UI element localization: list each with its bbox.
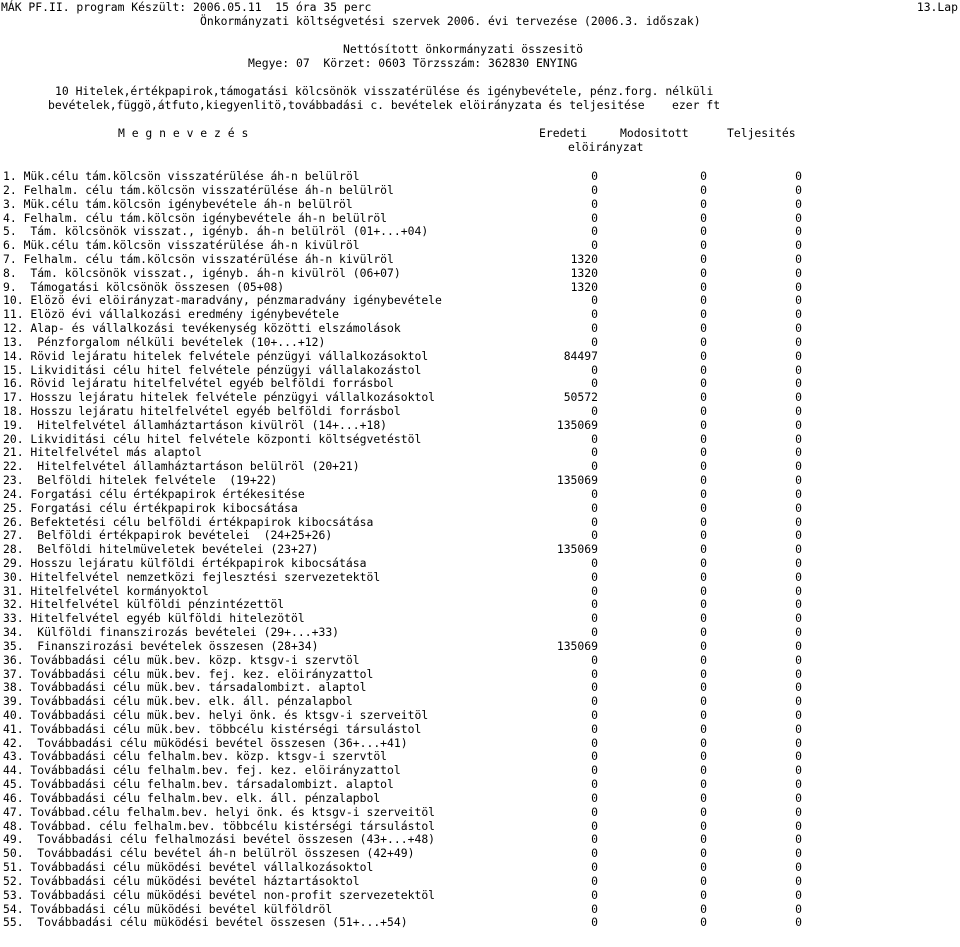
modified-value: 0 — [700, 169, 707, 183]
table-row — [0, 792, 960, 805]
row-label: 2. Felhalm. célu tám.kölcsön visszatérülése áh-n belülröl — [3, 182, 394, 197]
table-row — [0, 737, 960, 750]
row-label: 22. Hitelfelvétel államháztartáson belülröl (20+21) — [3, 459, 360, 474]
table-title-1: 10 Hitelek,értékpapirok,támogatási kölcsönök visszatérülése és igénybevétele, pénz.forg. nélküli — [55, 84, 714, 98]
table-row — [0, 681, 960, 694]
fulfilled-value: 0 — [795, 196, 802, 211]
fulfilled-value: 0 — [795, 265, 802, 280]
table-row — [0, 571, 960, 584]
fulfilled-value: 0 — [795, 238, 802, 253]
modified-value: 0 — [700, 652, 707, 667]
row-label: 17. Hosszu lejáratu hitelek felvétele pénzügyi vállalkozásoktol — [3, 390, 436, 405]
original-value: 0 — [591, 307, 598, 322]
original-value: 0 — [591, 887, 598, 902]
column-original: Eredeti — [539, 126, 588, 140]
fulfilled-value: 0 — [795, 169, 802, 183]
row-label: 33. Hitelfelvétel egyéb külföldi hitelezötöl — [3, 611, 305, 626]
modified-value: 0 — [700, 196, 707, 211]
table-row — [0, 460, 960, 473]
modified-value: 0 — [700, 556, 707, 570]
row-label: 28. Belföldi hitelmüveletek bevételei (23+27) — [3, 542, 319, 557]
original-value: 135069 — [556, 638, 598, 653]
fulfilled-value: 0 — [795, 763, 802, 778]
fulfilled-value: 0 — [795, 279, 802, 294]
fulfilled-value: 0 — [795, 224, 802, 239]
row-label: 36. Továbbadási célu mük.bev. közp. ktsgv-i szervtöl — [3, 652, 360, 667]
table-row — [0, 529, 960, 542]
table-row — [0, 723, 960, 736]
row-label: 38. Továbbadási célu mük.bev. társadalombizt. alaptol — [3, 680, 367, 695]
original-value: 135069 — [556, 473, 598, 487]
original-value: 0 — [591, 873, 598, 888]
row-label: 29. Hosszu lejáratu külföldi értékpapirok kibocsátása — [3, 556, 367, 570]
original-value: 0 — [591, 514, 598, 529]
fulfilled-value: 0 — [795, 832, 802, 847]
fulfilled-value: 0 — [795, 721, 802, 736]
table-row — [0, 847, 960, 860]
original-value: 0 — [591, 763, 598, 778]
fulfilled-value: 0 — [795, 901, 802, 916]
original-value: 0 — [591, 818, 598, 833]
row-label: 12. Alap- és vállalkozási tevékenység közötti elszámolások — [3, 321, 401, 335]
table-row — [0, 502, 960, 515]
row-label: 32. Hitelfelvétel külföldi pénzintézettöl — [3, 597, 285, 612]
table-row — [0, 626, 960, 639]
original-value: 0 — [591, 915, 598, 930]
table-row — [0, 875, 960, 888]
original-value: 0 — [591, 182, 598, 197]
table-row — [0, 820, 960, 833]
modified-value: 0 — [700, 915, 707, 930]
fulfilled-value: 0 — [795, 777, 802, 792]
modified-value: 0 — [700, 887, 707, 902]
modified-value: 0 — [700, 265, 707, 280]
fulfilled-value: 0 — [795, 376, 802, 391]
fulfilled-value: 0 — [795, 390, 802, 405]
fulfilled-value: 0 — [795, 556, 802, 570]
row-label: 55. Továbbadási célu müködési bevétel összesen (51+...+54) — [3, 915, 408, 930]
original-value: 0 — [591, 694, 598, 709]
row-label: 35. Finanszirozási bevételek összesen (28+34) — [3, 638, 319, 653]
table-row — [0, 364, 960, 377]
fulfilled-value: 0 — [795, 694, 802, 709]
table-row — [0, 916, 960, 929]
modified-value: 0 — [700, 832, 707, 847]
row-label: 51. Továbbadási célu müködési bevétel vállalkozásoktol — [3, 860, 374, 874]
table-title-2: bevételek,függö,átfuto,kiegyenlitö,továbbadási c. bevételek elöirányzata és teljesitése ezer ft — [48, 98, 721, 112]
row-label: 49. Továbbadási célu felhalmozási bevétel összesen (43+...+48) — [3, 832, 436, 847]
modified-value: 0 — [700, 321, 707, 335]
table-row — [0, 903, 960, 916]
modified-value: 0 — [700, 390, 707, 405]
modified-value: 0 — [700, 500, 707, 515]
fulfilled-value: 0 — [795, 307, 802, 322]
modified-value: 0 — [700, 542, 707, 557]
table-row — [0, 336, 960, 349]
modified-value: 0 — [700, 901, 707, 916]
fulfilled-value: 0 — [795, 348, 802, 363]
table-row — [0, 612, 960, 625]
modified-value: 0 — [700, 473, 707, 487]
original-value: 0 — [591, 334, 598, 349]
original-value: 0 — [591, 860, 598, 874]
row-label: 25. Forgatási célu értékpapirok kibocsátása — [3, 500, 298, 515]
fulfilled-value: 0 — [795, 638, 802, 653]
modified-value: 0 — [700, 334, 707, 349]
original-value: 0 — [591, 431, 598, 446]
modified-value: 0 — [700, 818, 707, 833]
table-row — [0, 322, 960, 335]
table-row — [0, 764, 960, 777]
row-label: 34. Külföldi finanszirozás bevételei (29+...+33) — [3, 625, 340, 640]
row-label: 4. Felhalm. célu tám.kölcsön igénybevétele áh-n belülröl — [3, 210, 388, 225]
row-label: 6. Mük.célu tám.kölcsön visszatérülése áh-n kivülröl — [3, 238, 360, 253]
fulfilled-value: 0 — [795, 486, 802, 501]
table-row — [0, 184, 960, 197]
row-label: 50. Továbbadási célu bevétel áh-n belülröl összesen (42+49) — [3, 846, 415, 861]
column-modified: Modositott — [620, 126, 689, 140]
modified-value: 0 — [700, 251, 707, 266]
row-label: 48. Továbbad. célu felhalm.bev. többcélu kistérségi társulástol — [3, 818, 436, 833]
fulfilled-value: 0 — [795, 459, 802, 474]
original-value: 1320 — [570, 265, 598, 280]
table-row — [0, 391, 960, 404]
modified-value: 0 — [700, 860, 707, 874]
table-row — [0, 778, 960, 791]
fulfilled-value: 0 — [795, 749, 802, 764]
modified-value: 0 — [700, 293, 707, 308]
original-value: 0 — [591, 777, 598, 792]
table-row — [0, 833, 960, 846]
modified-value: 0 — [700, 376, 707, 391]
original-value: 135069 — [556, 417, 598, 432]
fulfilled-value: 0 — [795, 804, 802, 819]
modified-value: 0 — [700, 777, 707, 792]
modified-value: 0 — [700, 611, 707, 626]
fulfilled-value: 0 — [795, 915, 802, 930]
row-label: 44. Továbbadási célu felhalm.bev. fej. kez. elöirányzattol — [3, 763, 401, 778]
original-value: 1320 — [570, 251, 598, 266]
original-value: 0 — [591, 846, 598, 861]
row-label: 47. Továbbad.célu felhalm.bev. helyi önk. és ktsgv-i szerveitöl — [3, 804, 436, 819]
fulfilled-value: 0 — [795, 873, 802, 888]
modified-value: 0 — [700, 348, 707, 363]
table-row — [0, 350, 960, 363]
fulfilled-value: 0 — [795, 251, 802, 266]
original-value: 0 — [591, 321, 598, 335]
row-label: 46. Továbbadási célu felhalm.bev. elk. áll. pénzalapbol — [3, 790, 381, 805]
modified-value: 0 — [700, 708, 707, 722]
original-value: 0 — [591, 445, 598, 460]
fulfilled-value: 0 — [795, 417, 802, 432]
fulfilled-value: 0 — [795, 403, 802, 418]
row-label: 3. Mük.célu tám.kölcsön igénybevétele áh-n belülröl — [3, 196, 353, 211]
table-row — [0, 640, 960, 653]
modified-value: 0 — [700, 873, 707, 888]
modified-value: 0 — [700, 279, 707, 294]
table-row — [0, 253, 960, 266]
original-value: 0 — [591, 611, 598, 626]
table-row — [0, 889, 960, 902]
original-value: 0 — [591, 721, 598, 736]
modified-value: 0 — [700, 182, 707, 197]
original-value: 0 — [591, 238, 598, 253]
table-row — [0, 861, 960, 874]
original-value: 0 — [591, 583, 598, 598]
table-row — [0, 267, 960, 280]
table-row — [0, 598, 960, 611]
fulfilled-value: 0 — [795, 652, 802, 667]
fulfilled-value: 0 — [795, 625, 802, 640]
modified-value: 0 — [700, 721, 707, 736]
modified-value: 0 — [700, 763, 707, 778]
row-label: 42. Továbbadási célu müködési bevétel összesen (36+...+41) — [3, 735, 408, 750]
modified-value: 0 — [700, 583, 707, 598]
subtitle: Önkormányzati költségvetési szervek 2006. évi tervezése (2006.3. időszak) — [200, 14, 701, 28]
table-row — [0, 212, 960, 225]
row-label: 40. Továbbadási célu mük.bev. helyi önk. és ktsgv-i szerveitöl — [3, 708, 429, 722]
fulfilled-value: 0 — [795, 666, 802, 681]
table-row — [0, 170, 960, 183]
column-name: M e g n e v e z é s — [118, 126, 249, 140]
original-value: 0 — [591, 790, 598, 805]
row-label: 10. Elözö évi elöirányzat-maradvány, pénzmaradvány igénybevétele — [3, 293, 442, 308]
table-row — [0, 654, 960, 667]
table-row — [0, 806, 960, 819]
page-label: 13.Lap — [916, 0, 958, 14]
fulfilled-value: 0 — [795, 210, 802, 225]
row-label: 7. Felhalm. célu tám.kölcsön visszatérülése áh-n kivülröl — [3, 251, 394, 266]
fulfilled-value: 0 — [795, 334, 802, 349]
row-label: 26. Befektetési célu belföldi értékpapirok kibocsátása — [3, 514, 374, 529]
column-original-sub: elöirányzat — [568, 140, 644, 154]
original-value: 0 — [591, 652, 598, 667]
row-label: 53. Továbbadási célu müködési bevétel non-profit szervezetektöl — [3, 887, 436, 902]
table-row — [0, 433, 960, 446]
row-label: 21. Hitelfelvétel más alaptol — [3, 445, 202, 460]
table-row — [0, 294, 960, 307]
original-value: 0 — [591, 500, 598, 515]
table-row — [0, 709, 960, 722]
modified-value: 0 — [700, 625, 707, 640]
original-value: 0 — [591, 735, 598, 750]
row-label: 37. Továbbadási célu mük.bev. fej. kez. elöirányzattol — [3, 666, 374, 681]
modified-value: 0 — [700, 749, 707, 764]
fulfilled-value: 0 — [795, 790, 802, 805]
modified-value: 0 — [700, 569, 707, 584]
modified-value: 0 — [700, 403, 707, 418]
original-value: 84497 — [563, 348, 598, 363]
original-value: 0 — [591, 569, 598, 584]
original-value: 0 — [591, 376, 598, 391]
modified-value: 0 — [700, 307, 707, 322]
original-value: 0 — [591, 749, 598, 764]
fulfilled-value: 0 — [795, 293, 802, 308]
row-label: 8. Tám. kölcsönök visszat., igényb. áh-n kivülröl (06+07) — [3, 265, 401, 280]
table-row — [0, 750, 960, 763]
original-value: 0 — [591, 804, 598, 819]
modified-value: 0 — [700, 459, 707, 474]
table-row — [0, 488, 960, 501]
row-label: 13. Pénzforgalom nélküli bevételek (10+...+12) — [3, 334, 326, 349]
fulfilled-value: 0 — [795, 611, 802, 626]
modified-value: 0 — [700, 666, 707, 681]
table-row — [0, 405, 960, 418]
fulfilled-value: 0 — [795, 887, 802, 902]
original-value: 0 — [591, 362, 598, 377]
modified-value: 0 — [700, 790, 707, 805]
original-value: 50572 — [563, 390, 598, 405]
row-label: 39. Továbbadási célu mük.bev. elk. áll. pénzalapbol — [3, 694, 353, 709]
modified-value: 0 — [700, 846, 707, 861]
table-row — [0, 198, 960, 211]
modified-value: 0 — [700, 680, 707, 695]
row-label: 11. Elözö évi vállalkozási eredmény igénybevétele — [3, 307, 340, 322]
table-row — [0, 474, 960, 487]
modified-value: 0 — [700, 224, 707, 239]
program-line: MÁK PF.II. program Készült: 2006.05.11 15 óra 35 perc — [1, 0, 372, 14]
modified-value: 0 — [700, 362, 707, 377]
fulfilled-value: 0 — [795, 860, 802, 874]
table-row — [0, 557, 960, 570]
row-label: 24. Forgatási célu értékpapirok értékesitése — [3, 486, 305, 501]
table-row — [0, 446, 960, 459]
original-value: 0 — [591, 680, 598, 695]
original-value: 0 — [591, 666, 598, 681]
row-label: 20. Likviditási célu hitel felvétele központi költségvetéstöl — [3, 431, 422, 446]
modified-value: 0 — [700, 804, 707, 819]
table-row — [0, 225, 960, 238]
modified-value: 0 — [700, 417, 707, 432]
original-value: 0 — [591, 486, 598, 501]
fulfilled-value: 0 — [795, 708, 802, 722]
row-label: 19. Hitelfelvétel államháztartáson kivülröl (14+...+18) — [3, 417, 388, 432]
row-label: 14. Rövid lejáratu hitelek felvétele pénzügyi vállalkozásoktol — [3, 348, 429, 363]
modified-value: 0 — [700, 597, 707, 612]
table-row — [0, 419, 960, 432]
fulfilled-value: 0 — [795, 818, 802, 833]
row-label: 23. Belföldi hitelek felvétele (19+22) — [3, 473, 278, 487]
table-row — [0, 239, 960, 252]
modified-value: 0 — [700, 694, 707, 709]
table-row — [0, 543, 960, 556]
table-row — [0, 668, 960, 681]
row-label: 54. Továbbadási célu müködési bevétel külföldröl — [3, 901, 333, 916]
row-label: 18. Hosszu lejáratu hitelfelvétel egyéb belföldi forrásbol — [3, 403, 401, 418]
original-value: 0 — [591, 224, 598, 239]
modified-value: 0 — [700, 445, 707, 460]
table-row — [0, 585, 960, 598]
fulfilled-value: 0 — [795, 362, 802, 377]
modified-value: 0 — [700, 514, 707, 529]
row-label: 43. Továbbadási célu felhalm.bev. közp. ktsgv-i szervtöl — [3, 749, 388, 764]
original-value: 0 — [591, 528, 598, 543]
modified-value: 0 — [700, 210, 707, 225]
fulfilled-value: 0 — [795, 514, 802, 529]
column-fulfilled: Teljesités — [727, 126, 796, 140]
table-row — [0, 281, 960, 294]
fulfilled-value: 0 — [795, 182, 802, 197]
modified-value: 0 — [700, 638, 707, 653]
fulfilled-value: 0 — [795, 321, 802, 335]
original-value: 0 — [591, 196, 598, 211]
modified-value: 0 — [700, 486, 707, 501]
original-value: 0 — [591, 625, 598, 640]
row-label: 52. Továbbadási célu müködési bevétel háztartásoktol — [3, 873, 360, 888]
original-value: 0 — [591, 210, 598, 225]
fulfilled-value: 0 — [795, 528, 802, 543]
region-line: Megye: 07 Körzet: 0603 Törzsszám: 362830 ENYING — [248, 56, 578, 70]
fulfilled-value: 0 — [795, 542, 802, 557]
fulfilled-value: 0 — [795, 597, 802, 612]
row-label: 1. Mük.célu tám.kölcsön visszatérülése áh-n belülröl — [3, 169, 360, 183]
row-label: 16. Rövid lejáratu hitelfelvétel egyéb belföldi forrásbol — [3, 376, 394, 391]
original-value: 0 — [591, 708, 598, 722]
modified-value: 0 — [700, 431, 707, 446]
row-label: 15. Likviditási célu hitel felvétele pénzügyi vállalakozástol — [3, 362, 422, 377]
row-label: 30. Hitelfelvétel nemzetközi fejlesztési szervezetektöl — [3, 569, 381, 584]
table-row — [0, 308, 960, 321]
row-label: 41. Továbbadási célu mük.bev. többcélu kistérségi társulástol — [3, 721, 422, 736]
table-row — [0, 695, 960, 708]
fulfilled-value: 0 — [795, 735, 802, 750]
original-value: 0 — [591, 403, 598, 418]
fulfilled-value: 0 — [795, 569, 802, 584]
original-value: 1320 — [570, 279, 598, 294]
fulfilled-value: 0 — [795, 445, 802, 460]
row-label: 31. Hitelfelvétel kormányoktol — [3, 583, 209, 598]
fulfilled-value: 0 — [795, 583, 802, 598]
fulfilled-value: 0 — [795, 431, 802, 446]
table-row — [0, 377, 960, 390]
modified-value: 0 — [700, 528, 707, 543]
fulfilled-value: 0 — [795, 500, 802, 515]
row-label: 27. Belföldi értékpapirok bevételei (24+25+26) — [3, 528, 333, 543]
original-value: 0 — [591, 293, 598, 308]
summary-title: Nettósított önkormányzati összesitö — [343, 42, 584, 56]
original-value: 0 — [591, 169, 598, 183]
original-value: 0 — [591, 459, 598, 474]
row-label: 45. Továbbadási célu felhalm.bev. társadalombizt. alaptol — [3, 777, 394, 792]
original-value: 0 — [591, 832, 598, 847]
fulfilled-value: 0 — [795, 846, 802, 861]
fulfilled-value: 0 — [795, 473, 802, 487]
original-value: 0 — [591, 901, 598, 916]
row-label: 9. Támogatási kölcsönök összesen (05+08) — [3, 279, 285, 294]
table-row — [0, 516, 960, 529]
fulfilled-value: 0 — [795, 680, 802, 695]
original-value: 0 — [591, 556, 598, 570]
modified-value: 0 — [700, 735, 707, 750]
row-label: 5. Tám. kölcsönök visszat., igényb. áh-n belülröl (01+...+04) — [3, 224, 429, 239]
original-value: 0 — [591, 597, 598, 612]
modified-value: 0 — [700, 238, 707, 253]
original-value: 135069 — [556, 542, 598, 557]
